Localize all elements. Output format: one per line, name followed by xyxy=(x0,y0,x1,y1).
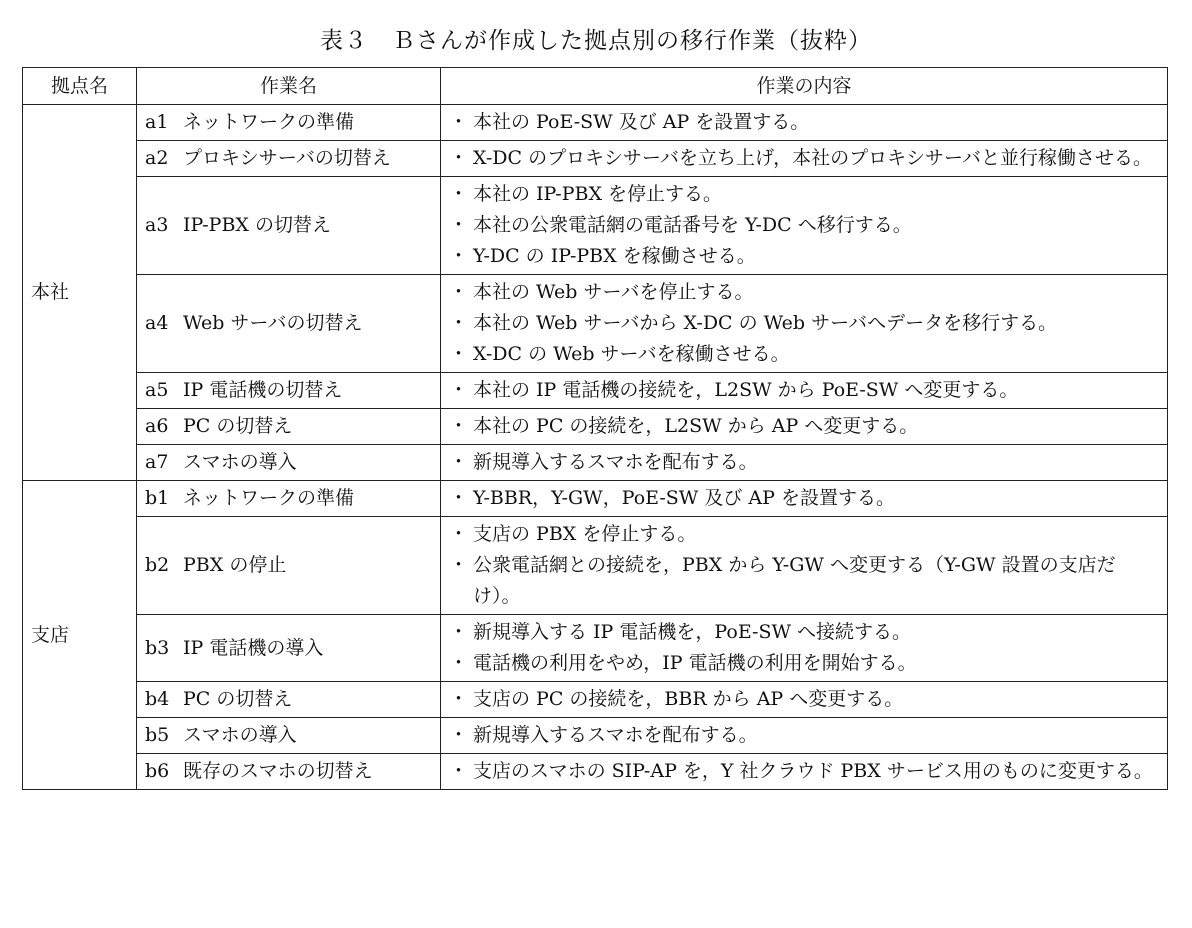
task-id: a7 xyxy=(145,451,169,473)
task-detail-list xyxy=(449,179,1161,272)
table-row xyxy=(23,517,1168,615)
table-body xyxy=(23,105,1168,790)
task-name: PC の切替え xyxy=(183,415,293,437)
header-task: 作業名 xyxy=(137,68,441,105)
task-name-cell xyxy=(137,754,441,790)
task-detail-list xyxy=(449,617,1161,679)
task-name: PBX の停止 xyxy=(183,554,287,576)
task-detail-item: ・ 本社の PoE-SW 及び AP を設置する。 xyxy=(449,107,1161,138)
task-detail-cell xyxy=(441,481,1168,517)
task-name-cell xyxy=(137,682,441,718)
task-id: a2 xyxy=(145,147,169,169)
task-id: b1 xyxy=(145,487,170,509)
task-detail-item: ・ 本社の IP-PBX を停止する。 xyxy=(449,179,1161,210)
task-detail-cell xyxy=(441,177,1168,275)
task-name-cell xyxy=(137,517,441,615)
task-name: IP 電話機の切替え xyxy=(183,379,343,401)
task-detail-item: ・ 本社の PC の接続を，L2SW から AP へ変更する。 xyxy=(449,411,1161,442)
task-detail-cell xyxy=(441,754,1168,790)
task-detail-item: ・ Y-BBR，Y-GW，PoE-SW 及び AP を設置する。 xyxy=(449,483,1161,514)
task-detail-list xyxy=(449,684,1161,715)
task-detail-list xyxy=(449,277,1161,370)
task-detail-item: ・ 本社の公衆電話網の電話番号を Y-DC へ移行する。 xyxy=(449,210,1161,241)
task-detail-item: ・ 公衆電話網との接続を，PBX から Y-GW へ変更する（Y-GW 設置の支店だけ）。 xyxy=(449,550,1161,612)
task-detail-item: ・ 支店のスマホの SIP-AP を，Y 社クラウド PBX サービス用のものに変更する。 xyxy=(449,756,1161,787)
header-row xyxy=(23,68,1168,105)
task-name-cell xyxy=(137,409,441,445)
task-name: ネットワークの準備 xyxy=(183,487,355,509)
task-detail-list xyxy=(449,483,1161,514)
task-name-cell xyxy=(137,105,441,141)
task-name-cell xyxy=(137,445,441,481)
table-row xyxy=(23,754,1168,790)
task-name-cell xyxy=(137,481,441,517)
table-row xyxy=(23,445,1168,481)
task-detail-cell xyxy=(441,718,1168,754)
task-detail-list xyxy=(449,143,1161,174)
table-row xyxy=(23,275,1168,373)
task-detail-cell xyxy=(441,517,1168,615)
table-row xyxy=(23,141,1168,177)
header-detail: 作業の内容 xyxy=(441,68,1168,105)
task-detail-cell xyxy=(441,445,1168,481)
task-name: プロキシサーバの切替え xyxy=(183,147,391,169)
task-detail-item: ・ 支店の PC の接続を，BBR から AP へ変更する。 xyxy=(449,684,1161,715)
table-row xyxy=(23,682,1168,718)
task-id: b3 xyxy=(145,636,170,659)
task-id: b5 xyxy=(145,724,170,746)
site-name-cell: 本社 xyxy=(23,105,137,481)
task-name-cell xyxy=(137,177,441,275)
task-id: a4 xyxy=(145,312,169,334)
task-id: b6 xyxy=(145,760,170,782)
table-row xyxy=(23,481,1168,517)
task-detail-list xyxy=(449,447,1161,478)
table-row xyxy=(23,409,1168,445)
task-name-cell xyxy=(137,718,441,754)
task-detail-list xyxy=(449,375,1161,406)
task-detail-list xyxy=(449,756,1161,787)
table-row xyxy=(23,373,1168,409)
task-detail-cell xyxy=(441,373,1168,409)
task-id: b4 xyxy=(145,688,170,710)
task-id: a5 xyxy=(145,379,169,401)
table-row xyxy=(23,615,1168,682)
task-name-cell xyxy=(137,275,441,373)
task-detail-cell xyxy=(441,682,1168,718)
task-detail-cell xyxy=(441,141,1168,177)
task-id: a3 xyxy=(145,214,169,236)
task-detail-item: ・ X-DC の Web サーバを稼働させる。 xyxy=(449,339,1161,370)
task-detail-item: ・ 本社の Web サーバを停止する。 xyxy=(449,277,1161,308)
task-detail-cell xyxy=(441,105,1168,141)
task-id: a1 xyxy=(145,111,169,133)
task-name: PC の切替え xyxy=(183,688,293,710)
task-name-cell xyxy=(137,141,441,177)
task-detail-cell xyxy=(441,275,1168,373)
task-detail-cell xyxy=(441,615,1168,682)
task-name: Web サーバの切替え xyxy=(183,312,363,334)
task-name: IP 電話機の導入 xyxy=(183,636,324,659)
task-name: IP-PBX の切替え xyxy=(183,214,331,236)
header-site: 拠点名 xyxy=(23,68,137,105)
task-detail-list xyxy=(449,107,1161,138)
task-name-cell xyxy=(137,615,441,682)
task-detail-item: ・ 電話機の利用をやめ，IP 電話機の利用を開始する。 xyxy=(449,648,1161,679)
task-detail-cell xyxy=(441,409,1168,445)
task-detail-item: ・ 新規導入する IP 電話機を，PoE-SW へ接続する。 xyxy=(449,617,1161,648)
task-detail-item: ・ 本社の Web サーバから X-DC の Web サーバへデータを移行する。 xyxy=(449,308,1161,339)
task-detail-item: ・ Y-DC の IP-PBX を稼働させる。 xyxy=(449,241,1161,272)
task-name: 既存のスマホの切替え xyxy=(183,760,373,782)
migration-tasks-table xyxy=(22,67,1168,790)
task-name: スマホの導入 xyxy=(183,724,297,746)
site-name-cell: 支店 xyxy=(23,481,137,790)
task-detail-item: ・ X-DC のプロキシサーバを立ち上げ，本社のプロキシサーバと並行稼働させる。 xyxy=(449,143,1161,174)
task-detail-list xyxy=(449,519,1161,612)
task-detail-list xyxy=(449,720,1161,751)
task-detail-item: ・ 支店の PBX を停止する。 xyxy=(449,519,1161,550)
task-id: b2 xyxy=(145,554,170,576)
task-name: ネットワークの準備 xyxy=(183,111,355,133)
task-id: a6 xyxy=(145,415,169,437)
task-name: スマホの導入 xyxy=(183,451,297,473)
task-name-cell xyxy=(137,373,441,409)
task-detail-item: ・ 新規導入するスマホを配布する。 xyxy=(449,447,1161,478)
task-detail-list xyxy=(449,411,1161,442)
table-row xyxy=(23,177,1168,275)
task-detail-item: ・ 本社の IP 電話機の接続を，L2SW から PoE-SW へ変更する。 xyxy=(449,375,1161,406)
table-row xyxy=(23,718,1168,754)
table-row xyxy=(23,105,1168,141)
task-detail-item: ・ 新規導入するスマホを配布する。 xyxy=(449,720,1161,751)
table-caption: 表３ Ｂさんが作成した拠点別の移行作業（抜粋） xyxy=(320,28,872,54)
